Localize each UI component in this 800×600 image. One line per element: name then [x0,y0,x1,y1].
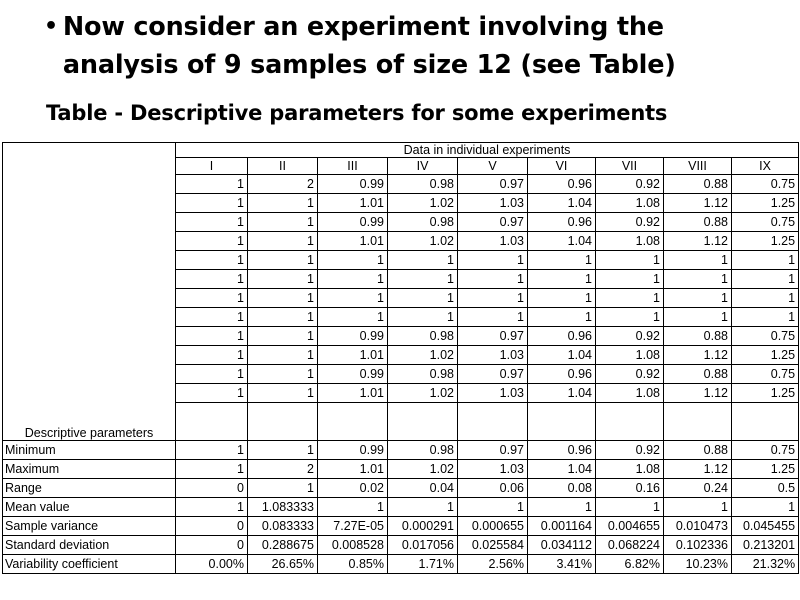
empty-cell [318,403,388,441]
data-cell: 1 [176,175,248,194]
data-cell: 1 [388,289,458,308]
data-cell: 1 [318,289,388,308]
data-cell: 0.97 [458,213,528,232]
empty-cell [248,403,318,441]
stat-value: 1 [176,498,248,517]
data-cell: 0.88 [664,365,732,384]
data-cell: 1 [388,251,458,270]
descriptive-parameters-label: Descriptive parameters [3,143,176,441]
data-cell: 1 [248,327,318,346]
stat-value: 1.03 [458,460,528,479]
data-cell: 2 [248,175,318,194]
column-header: IX [732,158,799,175]
data-cell: 1 [248,308,318,327]
data-cell: 1 [388,270,458,289]
stat-value: 1 [732,498,799,517]
data-cell: 0.92 [596,213,664,232]
stat-value: 0.97 [458,441,528,460]
data-cell: 1 [732,308,799,327]
data-cell: 1 [318,251,388,270]
data-cell: 0.96 [528,175,596,194]
data-cell: 0.99 [318,175,388,194]
stat-value: 7.27E-05 [318,517,388,536]
data-cell: 1 [596,308,664,327]
data-cell: 1.04 [528,346,596,365]
descriptive-parameters-table [2,142,799,574]
data-cell: 1.08 [596,232,664,251]
empty-cell [732,403,799,441]
data-cell: 1.03 [458,232,528,251]
group-header: Data in individual experiments [176,143,799,158]
data-cell: 1 [528,289,596,308]
column-header: II [248,158,318,175]
stat-value: 0.083333 [248,517,318,536]
data-cell: 0.75 [732,175,799,194]
stat-label: Variability coefficient [3,555,176,574]
data-cell: 1 [248,346,318,365]
data-cell: 1.01 [318,346,388,365]
data-cell: 1 [458,289,528,308]
stat-value: 1.02 [388,460,458,479]
data-cell: 1.12 [664,194,732,213]
data-cell: 1.02 [388,346,458,365]
data-cell: 1 [528,308,596,327]
stat-value: 1.12 [664,460,732,479]
data-cell: 1 [664,251,732,270]
stat-row [3,536,799,555]
stat-row [3,555,799,574]
stat-value: 0.000655 [458,517,528,536]
column-header: III [318,158,388,175]
data-cell: 0.97 [458,327,528,346]
data-cell: 0.96 [528,213,596,232]
data-cell: 1 [176,270,248,289]
stat-row [3,441,799,460]
stat-value: 0.010473 [664,517,732,536]
stat-value: 0.75 [732,441,799,460]
stat-value: 0.102336 [664,536,732,555]
stat-label: Sample variance [3,517,176,536]
stat-label: Range [3,479,176,498]
data-cell: 0.75 [732,365,799,384]
data-cell: 0.98 [388,327,458,346]
stat-value: 0.213201 [732,536,799,555]
data-cell: 1 [176,213,248,232]
data-cell: 1.01 [318,194,388,213]
stat-value: 1 [664,498,732,517]
data-cell: 1 [248,194,318,213]
stat-value: 1 [248,479,318,498]
stat-value: 21.32% [732,555,799,574]
stat-value: 0.96 [528,441,596,460]
data-cell: 1 [248,270,318,289]
data-cell: 1 [248,365,318,384]
stat-value: 0.288675 [248,536,318,555]
stat-value: 0.16 [596,479,664,498]
data-cell: 0.75 [732,213,799,232]
stat-value: 0.24 [664,479,732,498]
data-cell: 1.25 [732,232,799,251]
stat-value: 3.41% [528,555,596,574]
stat-value: 0.008528 [318,536,388,555]
data-cell: 1 [176,346,248,365]
empty-cell [596,403,664,441]
data-cell: 1 [458,308,528,327]
data-cell: 1 [176,327,248,346]
stat-value: 0 [176,517,248,536]
column-header: IV [388,158,458,175]
stat-value: 0.98 [388,441,458,460]
stat-value: 0.034112 [528,536,596,555]
bullet-dot-icon: • [44,14,59,39]
empty-cell [388,403,458,441]
data-cell: 1 [248,289,318,308]
data-cell: 1.25 [732,384,799,403]
stat-label: Maximum [3,460,176,479]
data-cell: 1.02 [388,384,458,403]
data-cell: 1 [458,270,528,289]
stat-value: 10.23% [664,555,732,574]
stat-row [3,479,799,498]
data-cell: 0.98 [388,175,458,194]
stat-value: 0.017056 [388,536,458,555]
data-cell: 1 [664,270,732,289]
stat-row [3,517,799,536]
data-cell: 1.25 [732,194,799,213]
data-cell: 1.02 [388,194,458,213]
data-cell: 0.98 [388,213,458,232]
data-cell: 0.88 [664,213,732,232]
stat-value: 0 [176,479,248,498]
data-cell: 1.04 [528,194,596,213]
stat-label: Mean value [3,498,176,517]
stat-value: 1.08 [596,460,664,479]
data-cell: 1 [528,270,596,289]
stat-label: Minimum [3,441,176,460]
stat-label: Standard deviation [3,536,176,555]
data-cell: 0.98 [388,365,458,384]
column-header: V [458,158,528,175]
data-cell: 1.12 [664,232,732,251]
column-header: VI [528,158,596,175]
data-cell: 1.03 [458,346,528,365]
data-cell: 1 [528,251,596,270]
stat-value: 1 [248,441,318,460]
data-cell: 1.08 [596,194,664,213]
stat-value: 0.92 [596,441,664,460]
stat-value: 2 [248,460,318,479]
stat-value: 1.04 [528,460,596,479]
stat-value: 1 [176,441,248,460]
data-cell: 1 [176,365,248,384]
stat-value: 0.068224 [596,536,664,555]
stat-value: 1.083333 [248,498,318,517]
stat-value: 0.88 [664,441,732,460]
stat-value: 0.00% [176,555,248,574]
data-cell: 1 [248,232,318,251]
data-cell: 0.92 [596,327,664,346]
data-cell: 0.75 [732,327,799,346]
stat-value: 0.06 [458,479,528,498]
data-cell: 1.04 [528,384,596,403]
stat-value: 0.004655 [596,517,664,536]
data-cell: 1 [596,251,664,270]
data-cell: 1.02 [388,232,458,251]
data-cell: 0.99 [318,213,388,232]
empty-cell [528,403,596,441]
stat-row [3,498,799,517]
stat-value: 0.02 [318,479,388,498]
data-cell: 1 [596,270,664,289]
data-cell: 1 [176,232,248,251]
data-cell: 1.04 [528,232,596,251]
stat-row [3,460,799,479]
stat-value: 1 [458,498,528,517]
data-cell: 1.08 [596,384,664,403]
data-cell: 1 [176,308,248,327]
stat-value: 1 [318,498,388,517]
data-cell: 1.03 [458,384,528,403]
column-header: I [176,158,248,175]
data-cell: 1 [248,384,318,403]
bullet-text: Now consider an experiment involving the analysis of 9 samples of size 12 (see Table) [62,12,676,80]
stat-value: 1.71% [388,555,458,574]
stat-value: 1 [388,498,458,517]
data-cell: 1 [732,251,799,270]
empty-cell [664,403,732,441]
data-cell: 1 [176,194,248,213]
stat-value: 0.025584 [458,536,528,555]
data-cell: 0.97 [458,175,528,194]
stat-value: 26.65% [248,555,318,574]
data-cell: 1 [318,270,388,289]
data-cell: 1 [732,289,799,308]
stat-value: 1 [596,498,664,517]
stat-value: 1.01 [318,460,388,479]
stat-value: 0.001164 [528,517,596,536]
data-cell: 1 [176,251,248,270]
table-caption: Table - Descriptive parameters for some experiments [46,101,668,125]
data-cell: 1 [248,251,318,270]
data-cell: 0.88 [664,175,732,194]
data-cell: 1.12 [664,384,732,403]
stat-value: 1 [528,498,596,517]
data-cell: 0.88 [664,327,732,346]
stat-value: 0 [176,536,248,555]
data-cell: 0.96 [528,327,596,346]
data-cell: 1.01 [318,384,388,403]
data-cell: 0.99 [318,365,388,384]
data-cell: 1 [596,289,664,308]
data-cell: 0.96 [528,365,596,384]
data-cell: 1 [732,270,799,289]
stat-value: 1 [176,460,248,479]
data-cell: 1.03 [458,194,528,213]
data-cell: 1 [664,289,732,308]
column-header: VII [596,158,664,175]
data-cell: 0.97 [458,365,528,384]
stat-value: 0.04 [388,479,458,498]
data-cell: 0.92 [596,365,664,384]
stat-value: 0.000291 [388,517,458,536]
stat-value: 0.85% [318,555,388,574]
empty-cell [458,403,528,441]
data-cell: 1.08 [596,346,664,365]
data-cell: 1 [388,308,458,327]
data-cell: 0.99 [318,327,388,346]
data-cell: 0.92 [596,175,664,194]
stat-value: 2.56% [458,555,528,574]
data-cell: 1.01 [318,232,388,251]
stat-value: 0.08 [528,479,596,498]
data-cell: 1 [318,308,388,327]
data-cell: 1.12 [664,346,732,365]
empty-cell [176,403,248,441]
stat-value: 6.82% [596,555,664,574]
stat-value: 1.25 [732,460,799,479]
data-cell: 1 [176,289,248,308]
bullet-point [44,8,784,84]
data-cell: 1.25 [732,346,799,365]
stat-value: 0.5 [732,479,799,498]
data-cell: 1 [248,213,318,232]
data-cell: 1 [664,308,732,327]
column-header: VIII [664,158,732,175]
data-cell: 1 [176,384,248,403]
stat-value: 0.045455 [732,517,799,536]
data-cell: 1 [458,251,528,270]
stat-value: 0.99 [318,441,388,460]
